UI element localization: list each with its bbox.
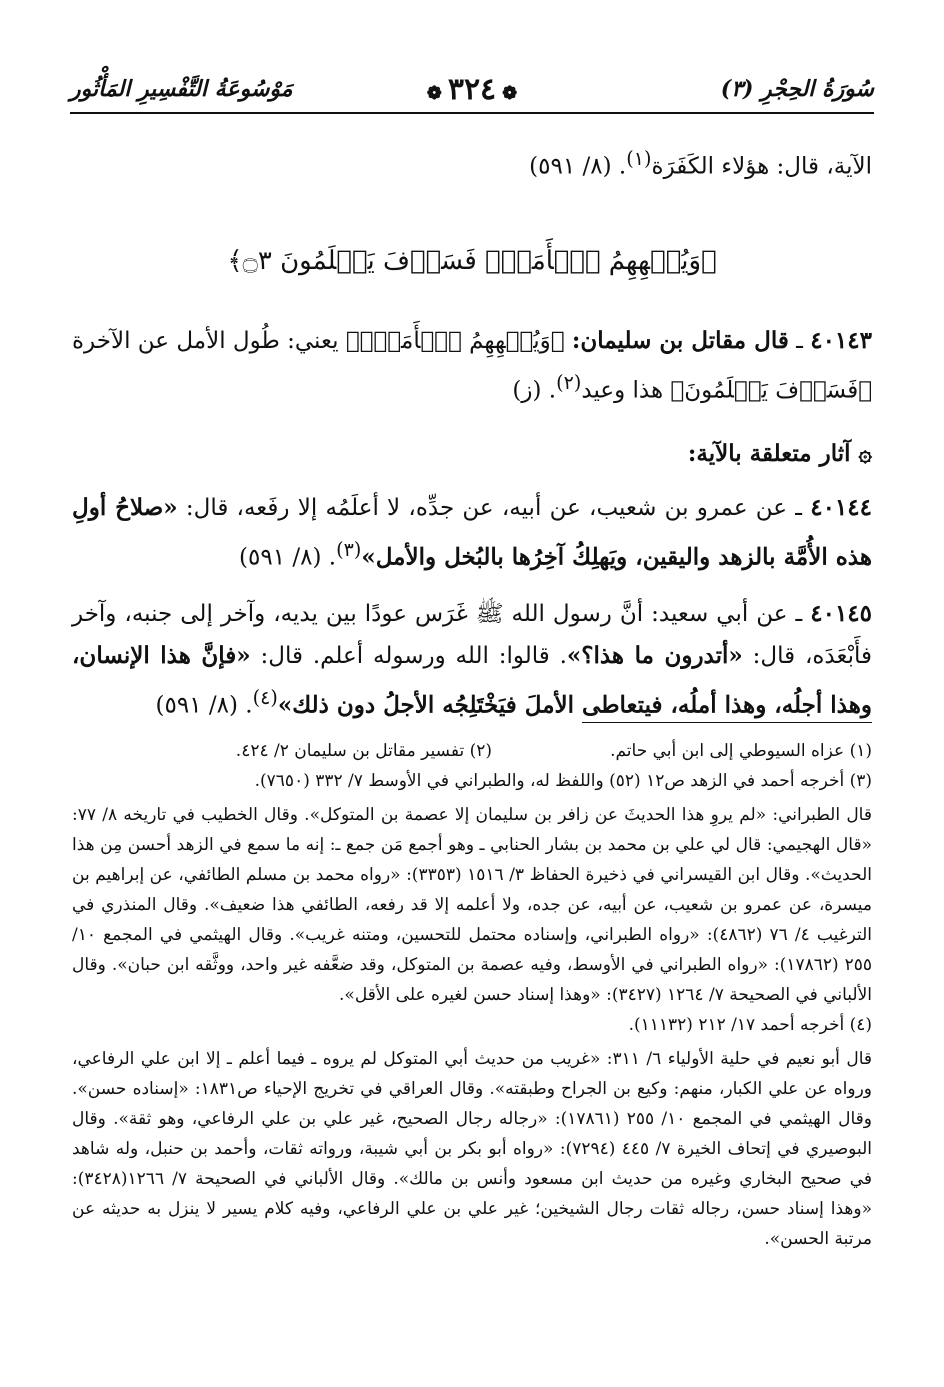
continuation-line: الآية، قال: هؤلاء الكَفَرَة$^{(١)}$. (٨/ ٥٩١): [529, 147, 872, 180]
header-divider: [70, 112, 874, 114]
footnote-3-detail: قال الطبراني: «لم يروِ هذا الحديثَ عن زافر بن سليمان إلا عصمة بن المتوكل». وقال الخطيب في تاريخه ٨/ ٧٧: «قال الهجيمي: قال لي علي بن محمد بن بشار الحنابي ـ وهو أجمع مَن جمع ـ: إنه ما سمع في الزهد أحسن مِن هذا الحديث». وقال ابن القيسراني في ذخيرة الحفاظ ٣/ ١٥١٦ (٣٣٥٣): «رواه محمد بن مسلم الطائفي، عن إبراهيم بن ميسرة، عن عمرو بن شعيب، عن أبيه، عن جده، ولا أعلمه إلا قد رفعه، الطائفي هذا ضعيف». وقال المنذري في الترغيب ٤/ ٧٦ (٤٨٦٢): «رواه الطبراني، وإسناده محتمل للتحسين، ومتنه غريب». وقال الهيثمي في المجمع ١٠/ ٢٥٥ (١٧٨٦٢): «رواه الطبراني في الأوسط، وفيه عصمة بن المتوكل، وقد ضعَّفه غير واحد، ووثَّقه ابن حبان». وقال الألباني في الصحيحة ٧/ ١٢٦٤ (٣٤٢٧): «وهذا إسناد حسن لغيره على الأقل».: [72, 805, 872, 1005]
quran-verse: ﴿وَيُلۡهِهِمُ ٱلۡأَمَلُۖ فَسَوۡفَ يَعۡلَمُونَ ۝٣﴾: [227, 245, 717, 276]
section-heading: ۞ آثار متعلقة بالآية:: [687, 440, 872, 468]
footnote-4-detail: قال أبو نعيم في حلية الأولياء ٦/ ٣١١: «غريب من حديث أبي المتوكل لم يروه ـ فيما أعلم ـ إلا ابن علي الرفاعي، ورواه عن علي الكبار، منهم: وكيع بن الجراح وطبقته». وقال العراقي في تخريج الإحياء ص١٨٣١: «إسناده حسن». وقال الهيثمي في المجمع ١٠/ ٢٥٥ (١٧٨٦١): «رجاله رجال الصحيح، غير علي بن علي الرفاعي، وهو ثقة». وقال البوصيري في إتحاف الخيرة ٧/ ٤٤٥ (٧٢٩٤): «رواه أبو بكر بن أبي شيبة، ورواته ثقات، وأحمد بن حنبل، وله شاهد في صحيح البخاري وغيره من حديث ابن مسعود وأنس بن مالك». وقال الألباني في الصحيحة ٧/ ١٢٦٦(٣٤٢٨): «وهذا إسناد حسن، رجاله ثقات رجال الشيخين؛ غير علي بن علي الرفاعي، وفيه كلام يسير لا ينزل به حديثه عن مرتبة الحسن».: [72, 1049, 873, 1249]
narration-40145: ٤٠١٤٥ ـ عن أبي سعيد: أنَّ رسول الله ﷺ غَرَس عودًا بين يديه، وآخر إلى جنبه، وآخر فأَبْعَدَه، قال: «أتدرون ما هذا؟». قالوا: الله ورسوله أعلم. قال: «فإنَّ هذا الإنسان، وهذا أجلُه، وهذا أملُه، فيتعاطى الأملَ فيَخْتَلِجُه الأجلُ دون ذلك»$^{(٤)}$. (٨/ ٥٩١): [72, 599, 873, 719]
footnote-divider: [582, 722, 872, 723]
page-header: [70, 72, 874, 112]
footnote-4: (٤) أخرجه أحمد ١٧/ ٢١٢ (١١١٣٢).: [628, 1015, 872, 1035]
page-number: ٣٢٤: [447, 72, 497, 107]
footnote-2: (٢) تفسير مقاتل بن سليمان ٢/ ٤٢٤.: [235, 741, 492, 761]
footnote-3: (٣) أخرجه أحمد في الزهد ص١٢ (٥٢) واللفظ له، والطبراني في الأوسط ٧/ ٣٣٢ (٧٦٥٠).: [254, 771, 872, 791]
narration-number: ٤٠١٤٤: [810, 494, 872, 522]
surah-title: سُورَةُ الحِجْرِ (٣): [720, 76, 874, 102]
footnotes: [72, 736, 872, 1254]
narration-40143: ٤٠١٤٣ ـ قال مقاتل بن سليمان: ﴿وَيُلۡهِهِمُ ٱلۡأَمَلُۖ﴾ يعني: طُول الأمل عن الآخرة ﴿فَسَوۡفَ يَعۡلَمُونَ﴾ هذا وعيد$^{(٢)}$. (ز): [72, 326, 872, 404]
narration-number: ٤٠١٤٣: [810, 326, 872, 354]
narration-number: ٤٠١٤٥: [810, 599, 873, 627]
hadith-quote: «فإنَّ هذا الإنسان، وهذا أجلُه، وهذا أملُه، فيتعاطى الأملَ فيَخْتَلِجُه الأجلُ دون ذلك»: [72, 641, 872, 719]
footnote-1: (١) عزاه السيوطي إلى ابن أبي حاتم.: [610, 741, 872, 761]
ornament-icon: ❁: [502, 83, 518, 104]
ornament-icon: ❁: [426, 83, 442, 104]
hadith-quote: «أتدرون ما هذا؟»: [566, 641, 743, 669]
book-title: مَوْسُوعَةُ التَّفْسِيرِ المَأْثُور: [70, 76, 293, 102]
main-text: [72, 138, 872, 727]
hadith-quote: «صلاحُ أولِ هذه الأُمَّة بالزهد واليقين، ويَهلِكُ آخِرُها بالبُخل والأمل»: [72, 494, 872, 571]
narrator-name: قال مقاتل بن سليمان:: [571, 326, 789, 354]
narration-40144: ٤٠١٤٤ ـ عن عمرو بن شعيب، عن أبيه، عن جدِّه، لا أعلَمُه إلا رفَعه، قال: «صلاحُ أولِ هذه الأُمَّة بالزهد واليقين، ويَهلِكُ آخِرُها بالبُخل والأمل»$^{(٣)}$. (٨/ ٥٩١): [72, 494, 872, 571]
